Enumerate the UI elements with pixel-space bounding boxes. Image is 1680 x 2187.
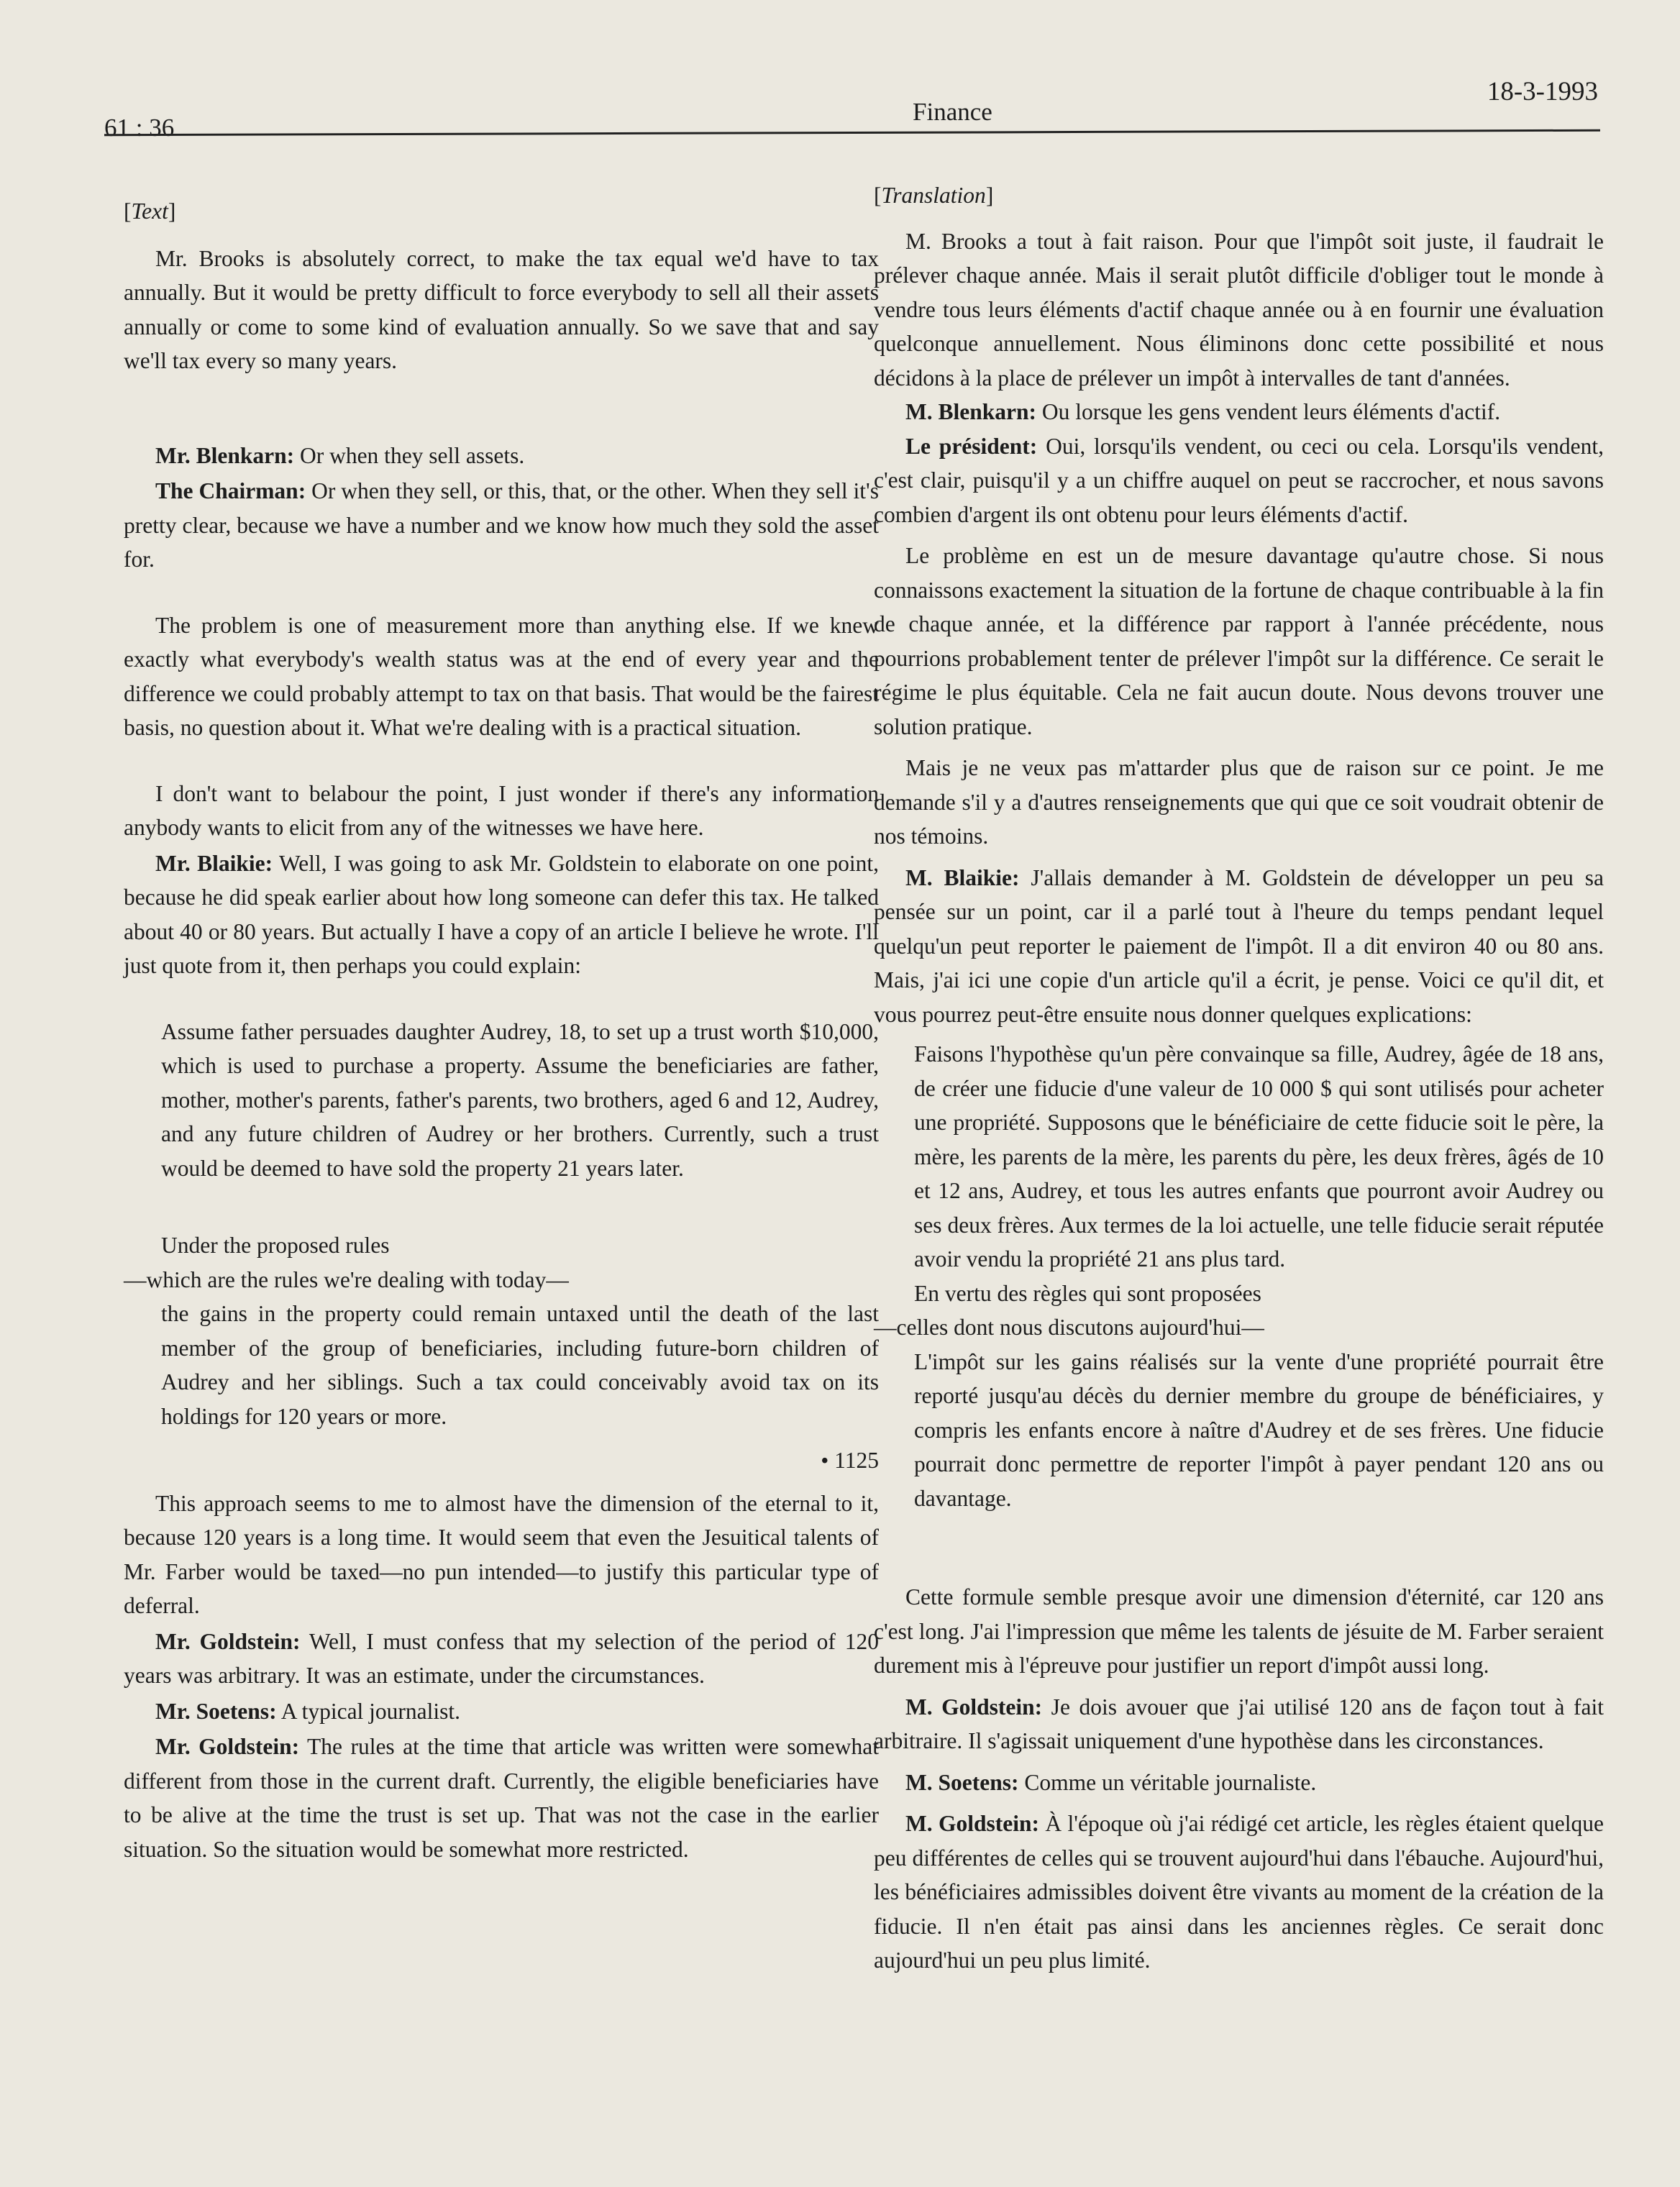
paragraph: Mais je ne veux pas m'attarder plus que de raison sur ce point. Je me demande s'il y a d'autres renseignements que qui que ce soit voudrait obtenir de nos témoins. — [874, 755, 1604, 849]
block-quote: —which are the rules we're dealing with today— — [124, 1266, 569, 1292]
speech: The Chairman: Or when they sell, or this, that, or the other. When they sell it's pretty clear, because we have a number and we know how much they sold the asset for. — [124, 478, 879, 572]
speaker-name: Mr. Soetens: — [155, 1698, 277, 1724]
paragraph: M. Brooks a tout à fait raison. Pour que l'impôt soit juste, il faudrait le prélever chaque année. Mais il serait plutôt difficile d'obliger tout le monde à vendre tous leurs éléments d'actif chaque année ou à en fournir une évaluation quelconque annuellement. Nous éliminons donc cette possibilité et nous décidons à la place de prélever un impôt à intervalles de tant d'années. — [874, 228, 1604, 391]
page-date: 18-3-1993 — [1487, 77, 1598, 106]
speech: Mr. Blenkarn: Or when they sell assets. — [155, 442, 525, 468]
speaker-name: The Chairman: — [155, 478, 306, 503]
speech: M. Blenkarn: Ou lorsque les gens vendent leurs éléments d'actif. — [905, 399, 1501, 424]
paragraph: Le problème en est un de mesure davantage qu'autre chose. Si nous connaissons exactement la situation de la fortune de chaque contribuable à la fin de chaque année, et la différence par rapport à l'année précédente, nous pourrions probablement tenter de prélever l'impôt sur la différence. Ce serait le régime le plus équitable. Cela ne fait aucun doute. Nous devons trouver une solution pratique. — [874, 543, 1604, 739]
block-quote: Faisons l'hypothèse qu'un père convainque sa fille, Audrey, âgée de 18 ans, de créer une fiducie d'une valeur de 10 000 $ qui sont utilisés pour acheter une propriété. Supposons que le bénéficiaire de cette fiducie soit le père, la mère, les parents de la mère, les parents du père, les deux frères, âgés de 10 et 12 ans, Audrey, et tous les autres enfants que pourront avoir Audrey ou ses deux frères. Aux termes de la loi actuelle, une telle fiducie serait réputée avoir vendu la propriété 21 ans plus tard. — [914, 1041, 1604, 1271]
block-quote: —celles dont nous discutons aujourd'hui— — [874, 1315, 1264, 1340]
speech: M. Soetens: Comme un véritable journaliste. — [905, 1769, 1317, 1795]
paragraph: This approach seems to me to almost have the dimension of the eternal to it, because 120 years is a long time. It would seem that even the Jesuitical talents of Mr. Farber would be taxed—no pun intended—to justify this particular type of deferral. — [124, 1490, 879, 1618]
page-title: Finance — [913, 98, 992, 126]
block-quote: En vertu des règles qui sont proposées — [914, 1280, 1261, 1306]
speech: Le président: Oui, lorsqu'ils vendent, ou ceci ou cela. Lorsqu'ils vendent, c'est clair, puisqu'il y a un chiffre auquel on peut se raccrocher, et nous savons combien d'argent ils ont obtenu pour leurs éléments d'actif. — [874, 433, 1604, 527]
block-quote: the gains in the property could remain untaxed until the death of the last member of the group of beneficiaries, including future-born children of Audrey and her siblings. Such a tax could conceivably avoid tax on its holdings for 120 years or more. — [161, 1301, 879, 1429]
speech: Mr. Soetens: A typical journalist. — [155, 1698, 461, 1724]
speaker-name: M. Blenkarn: — [905, 399, 1037, 424]
speech: M. Goldstein: Je dois avouer que j'ai utilisé 120 ans de façon tout à fait arbitraire. Il s'agissait uniquement d'une hypothèse dans les circonstances. — [874, 1694, 1604, 1753]
speaker-name: M. Blaikie: — [905, 864, 1020, 890]
speech: Mr. Goldstein: The rules at the time that article was written were somewhat different from those in the current draft. Currently, the eligible beneficiaries have to be alive at the time the trust is set up. That was not the case in the earlier situation. So the situation would be somewhat more restricted. — [124, 1734, 879, 1862]
speech: Mr. Blaikie: Well, I was going to ask Mr. Goldstein to elaborate on one point, because he did speak earlier about how long someone can defer this tax. He talked about 40 or 80 years. But actually I have a copy of an article I believe he wrote. I'll just quote from it, then perhaps you could explain: — [124, 850, 879, 978]
paragraph: I don't want to belabour the point, I just wonder if there's any information anybody wants to elicit from any of the witnesses we have here. — [124, 780, 879, 840]
speaker-name: Mr. Blenkarn: — [155, 442, 295, 468]
block-quote: L'impôt sur les gains réalisés sur la vente d'une propriété pourrait être reporté jusqu'au décès du dernier membre du groupe de bénéficiaires, y compris les enfants encore à naître d'Audrey et de ses frères. Une fiducie pourrait donc permettre de reporter l'impôt à payer pendant 120 ans ou davantage. — [914, 1348, 1604, 1511]
speaker-name: Mr. Goldstein: — [155, 1628, 301, 1654]
french-column — [874, 178, 1604, 1978]
section-tag: [Text] — [124, 198, 176, 224]
speech: M. Goldstein: À l'époque où j'ai rédigé cet article, les règles étaient quelque peu différentes de celles qui se trouvent aujourd'hui dans l'ébauche. Aujourd'hui, les bénéficiaires admissibles doivent être vivants au moment de la création de la fiducie. Il n'en était pas ainsi dans les anciennes règles. Ce serait donc aujourd'hui un peu plus limité. — [874, 1811, 1604, 1973]
paragraph: Mr. Brooks is absolutely correct, to make the tax equal we'd have to tax annually. But it would be pretty difficult to force everybody to sell all their assets annually or come to some kind of evaluation annually. So we save that and say we'll tax every so many years. — [124, 245, 879, 373]
speech: M. Blaikie: J'allais demander à M. Goldstein de développer un peu sa pensée sur un point, car il a parlé tout à l'heure du temps pendant lequel quelqu'un peut reporter le paiement de l'impôt. Il a dit environ 40 ou 80 ans. Mais, j'ai ici une copie d'un article qu'il a écrit, je pense. Voici ce qu'il dit, et vous pourrez peut-être ensuite nous donner quelques explications: — [874, 864, 1604, 1027]
speaker-name: Mr. Blaikie: — [155, 850, 273, 876]
page-number: 61 : 36 — [104, 114, 175, 142]
block-quote: Under the proposed rules — [161, 1233, 390, 1258]
speaker-name: M. Soetens: — [905, 1769, 1019, 1795]
english-column — [124, 194, 879, 1866]
speaker-name: Le président: — [905, 433, 1038, 459]
speech: Mr. Goldstein: Well, I must confess that my selection of the period of 120 years was arbitrary. It was an estimate, under the circumstances. — [124, 1628, 879, 1688]
time-marker: • 1125 — [821, 1448, 879, 1473]
paragraph: Cette formule semble presque avoir une dimension d'éternité, car 120 ans c'est long. J'ai l'impression que même les talents de jésuite de M. Farber seraient durement mis à l'épreuve pour justifier un report d'impôt aussi long. — [874, 1584, 1604, 1678]
block-quote: Assume father persuades daughter Audrey, 18, to set up a trust worth $10,000, which is used to purchase a property. Assume the beneficiaries are father, mother, mother's parents, father's parents, two brothers, aged 6 and 12, Audrey, and any future children of Audrey or her brothers. Currently, such a trust would be deemed to have sold the property 21 years later. — [161, 1018, 879, 1181]
speaker-name: M. Goldstein: — [905, 1694, 1043, 1720]
speaker-name: M. Goldstein: — [905, 1811, 1040, 1836]
paragraph: The problem is one of measurement more than anything else. If we knew exactly what everybody's wealth status was at the end of every year and the difference we could probably attempt to tax on that basis. That would be the fairest basis, no question about it. What we're dealing with is a practical situation. — [124, 612, 879, 740]
section-tag: [Translation] — [874, 183, 994, 208]
speaker-name: Mr. Goldstein: — [155, 1734, 300, 1759]
